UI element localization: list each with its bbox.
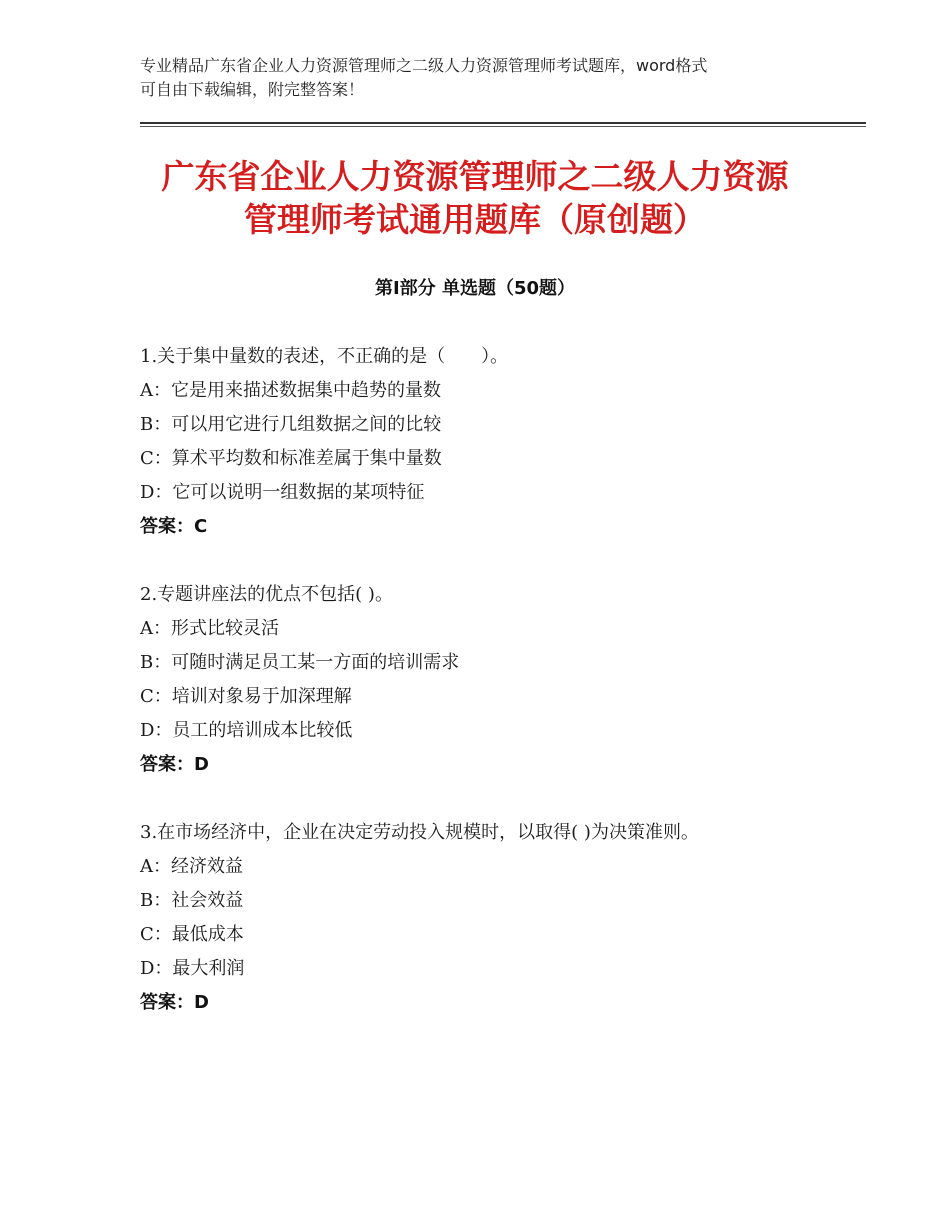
question-2 bbox=[140, 578, 800, 782]
header-note-line-2: 可自由下载编辑，附完整答案！ bbox=[140, 80, 365, 99]
answer-line: 答案：D bbox=[140, 754, 209, 775]
option-a: A：它是用来描述数据集中趋势的量数 bbox=[140, 380, 441, 401]
option-c: C：最低成本 bbox=[140, 924, 244, 945]
question-stem: 1.关于集中量数的表述，不正确的是（ ）。 bbox=[140, 346, 509, 367]
option-b: B：可随时满足员工某一方面的培训需求 bbox=[140, 652, 460, 673]
answer-line: 答案：C bbox=[140, 516, 208, 537]
header-note-line-1: 专业精品广东省企业人力资源管理师之二级人力资源管理师考试题库，word格式 bbox=[140, 56, 708, 75]
option-b: B：可以用它进行几组数据之间的比较 bbox=[140, 414, 442, 435]
option-d: D：它可以说明一组数据的某项特征 bbox=[140, 482, 425, 503]
question-stem: 2.专题讲座法的优点不包括( )。 bbox=[140, 584, 393, 605]
option-c: C：算术平均数和标准差属于集中量数 bbox=[140, 448, 442, 469]
document-title-line-2: 管理师考试通用题库（原创题） bbox=[244, 200, 706, 239]
option-a: A：形式比较灵活 bbox=[140, 618, 279, 639]
question-1 bbox=[140, 340, 800, 544]
document-title bbox=[100, 155, 850, 241]
answer-line: 答案：D bbox=[140, 992, 209, 1013]
option-d: D：最大利润 bbox=[140, 958, 245, 979]
header-rule-thin bbox=[140, 126, 866, 127]
option-a: A：经济效益 bbox=[140, 856, 243, 877]
question-3 bbox=[140, 816, 800, 1020]
header-note bbox=[140, 54, 820, 102]
section-heading: 第Ⅰ部分 单选题（50题） bbox=[374, 278, 575, 299]
option-b: B：社会效益 bbox=[140, 890, 244, 911]
question-stem: 3.在市场经济中，企业在决定劳动投入规模时，以取得( )为决策准则。 bbox=[140, 822, 699, 843]
document-title-line-1: 广东省企业人力资源管理师之二级人力资源 bbox=[161, 157, 789, 196]
option-c: C：培训对象易于加深理解 bbox=[140, 686, 352, 707]
header-rule-thick bbox=[140, 122, 866, 124]
option-d: D：员工的培训成本比较低 bbox=[140, 720, 353, 741]
question-list bbox=[140, 340, 800, 1054]
